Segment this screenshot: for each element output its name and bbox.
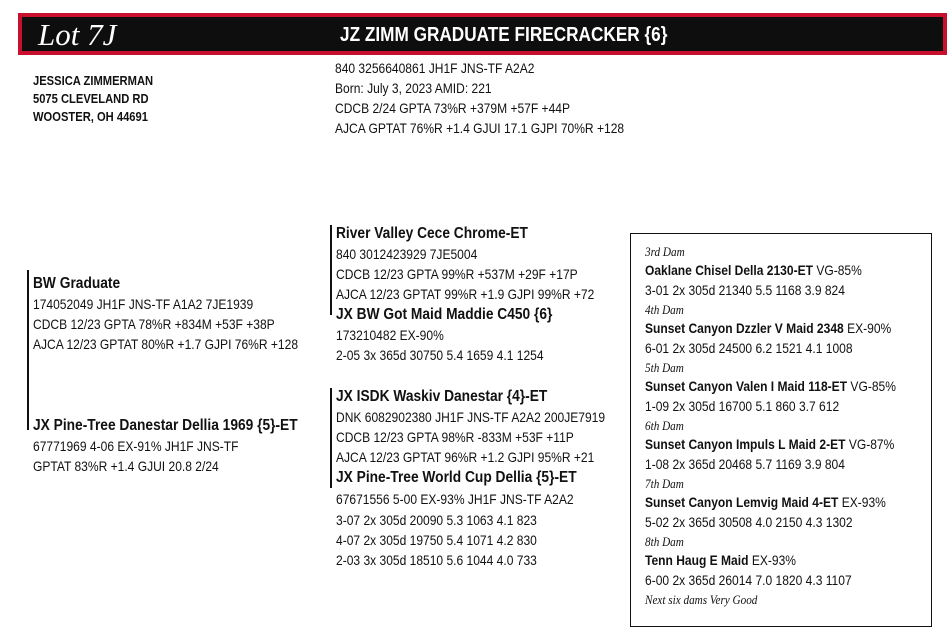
animal-line1: 840 3256640861 JH1F JNS-TF A2A2 xyxy=(335,60,535,76)
consignor-address1: 5075 CLEVELAND RD xyxy=(33,91,149,106)
sire-dam-name: JX BW Got Maid Maddie C450 {6} xyxy=(336,306,553,323)
sire-sire-line1: 840 3012423929 7JE5004 xyxy=(336,246,478,262)
dam-entry-name: Sunset Canyon Impuls L Maid 2-ET xyxy=(645,436,846,452)
dam-entry-name: Sunset Canyon Dzzler V Maid 2348 xyxy=(645,320,844,336)
sire-bracket xyxy=(330,225,332,315)
dam-entry-score: VG-87% xyxy=(848,436,895,452)
dam-sire-line3: AJCA 12/23 GPTAT 96%R +1.2 GJPI 95%R +21 xyxy=(336,449,595,465)
dam-entry-name: Tenn Haug E Maid xyxy=(645,552,749,568)
dam-line2: GPTAT 83%R +1.4 GJUI 20.8 2/24 xyxy=(33,458,219,474)
dam-sire-name: JX ISDK Waskiv Danestar {4}-ET xyxy=(336,388,548,405)
dam-entry-score: VG-85% xyxy=(850,378,896,394)
dam-entry xyxy=(645,551,796,569)
dam-entry-record: 6-00 2x 365d 26014 7.0 1820 4.3 1107 xyxy=(645,572,852,588)
consignor-address2: WOOSTER, OH 44691 xyxy=(33,109,148,124)
dam-entry-record: 3-01 2x 305d 21340 5.5 1168 3.9 824 xyxy=(645,282,845,298)
lot-number: Lot 7J xyxy=(38,17,117,52)
dam-entry xyxy=(645,261,862,279)
sire-dam-line2: 2-05 3x 365d 30750 5.4 1659 4.1 1254 xyxy=(336,347,544,363)
sire-dam-line1: 173210482 EX-90% xyxy=(336,327,444,343)
dam-entry-name: Oaklane Chisel Della 2130-ET xyxy=(645,262,813,278)
animal-line4: AJCA GPTAT 76%R +1.4 GJUI 17.1 GJPI 70%R +128 xyxy=(335,120,625,136)
animal-line2: Born: July 3, 2023 AMID: 221 xyxy=(335,80,492,96)
dam-name: JX Pine-Tree Danestar Dellia 1969 {5}-ET xyxy=(33,417,298,434)
animal-line3: CDCB 2/24 GPTA 73%R +379M +57F +44P xyxy=(335,100,571,116)
dam-entry-name: Sunset Canyon Lemvig Maid 4-ET xyxy=(645,494,839,510)
dam-entry-score: EX-93% xyxy=(841,494,886,510)
dam-sire-line2: CDCB 12/23 GPTA 98%R -833M +53F +11P xyxy=(336,429,574,445)
dam-entry-record: 6-01 2x 305d 24500 6.2 1521 4.1 1008 xyxy=(645,340,853,356)
dam-generation-label: 8th Dam xyxy=(645,534,684,549)
dam-entry-record: 5-02 2x 365d 30508 4.0 2150 4.3 1302 xyxy=(645,514,853,530)
lot-header xyxy=(18,13,947,55)
dam-entry xyxy=(645,377,896,395)
sire-sire-line3: AJCA 12/23 GPTAT 99%R +1.9 GJPI 99%R +72 xyxy=(336,286,595,302)
sire-line3: AJCA 12/23 GPTAT 80%R +1.7 GJPI 76%R +128 xyxy=(33,336,299,352)
dam-bracket xyxy=(330,388,332,488)
dam-entry-score: EX-93% xyxy=(751,552,796,568)
dam-entry-record: 1-08 2x 365d 20468 5.7 1169 3.9 804 xyxy=(645,456,845,472)
female-line-box xyxy=(630,233,932,627)
dam-line1: 67771969 4-06 EX-91% JH1F JNS-TF xyxy=(33,438,239,454)
dam-dam-line3: 4-07 2x 305d 19750 5.4 1071 4.2 830 xyxy=(336,532,537,548)
sire-line2: CDCB 12/23 GPTA 78%R +834M +53F +38P xyxy=(33,316,275,332)
animal-title: JZ ZIMM GRADUATE FIRECRACKER {6} xyxy=(340,24,668,46)
dam-dam-name: JX Pine-Tree World Cup Dellia {5}-ET xyxy=(336,469,577,486)
dam-entry xyxy=(645,435,894,453)
sire-sire-line2: CDCB 12/23 GPTA 99%R +537M +29F +17P xyxy=(336,266,578,282)
dam-generation-label: 5th Dam xyxy=(645,360,684,375)
dam-generation-label: 6th Dam xyxy=(645,418,684,433)
dam-entry-name: Sunset Canyon Valen I Maid 118-ET xyxy=(645,378,848,394)
dam-entry xyxy=(645,493,886,511)
dam-dam-line2: 3-07 2x 305d 20090 5.3 1063 4.1 823 xyxy=(336,512,537,528)
dam-generation-label: 4th Dam xyxy=(645,302,684,317)
sire-name: BW Graduate xyxy=(33,275,121,292)
dam-sire-line1: DNK 6082902380 JH1F JNS-TF A2A2 200JE7919 xyxy=(336,409,606,425)
dam-dam-line4: 2-03 3x 305d 18510 5.6 1044 4.0 733 xyxy=(336,552,537,568)
sire-sire-name: River Valley Cece Chrome-ET xyxy=(336,225,528,242)
consignor-name: JESSICA ZIMMERMAN xyxy=(33,73,154,88)
dam-entry-record: 1-09 2x 305d 16700 5.1 860 3.7 612 xyxy=(645,398,840,414)
dam-entry xyxy=(645,319,891,337)
sire-line1: 174052049 JH1F JNS-TF A1A2 7JE1939 xyxy=(33,296,254,312)
dam-generation-label: 3rd Dam xyxy=(645,244,685,259)
dam-dam-line1: 67671556 5-00 EX-93% JH1F JNS-TF A2A2 xyxy=(336,491,574,507)
footnote: Next six dams Very Good xyxy=(645,592,758,607)
dam-entry-score: EX-90% xyxy=(847,320,892,336)
dam-entry-score: VG-85% xyxy=(816,262,862,278)
dam-generation-label: 7th Dam xyxy=(645,476,684,491)
pedigree-bracket-left xyxy=(27,270,29,430)
